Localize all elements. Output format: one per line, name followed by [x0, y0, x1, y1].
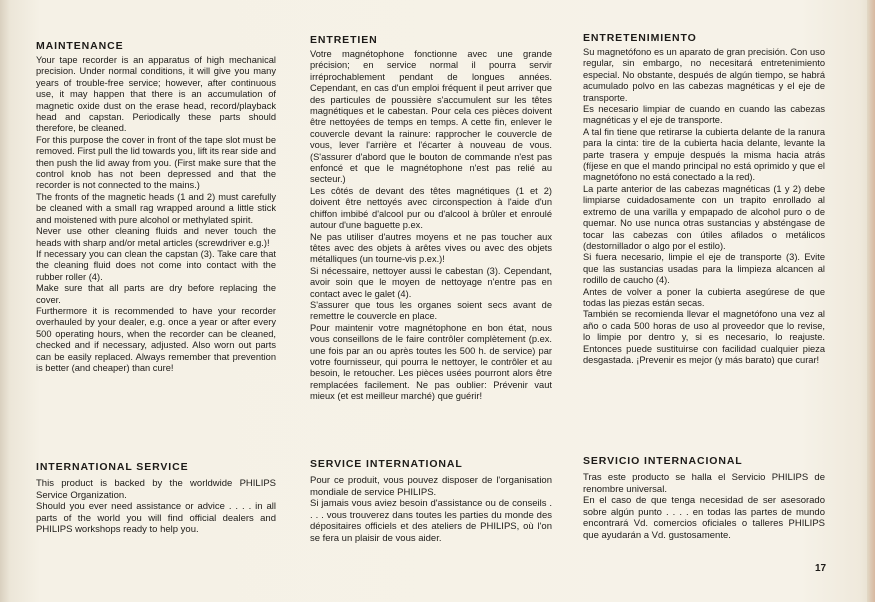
service-section-fr	[310, 458, 552, 545]
section-heading: SERVICIO INTERNACIONAL	[583, 455, 743, 467]
section-heading: SERVICE INTERNATIONAL	[310, 458, 463, 470]
section-heading: ENTRETIEN	[310, 34, 378, 46]
section-heading: ENTRETENIMIENTO	[583, 32, 697, 44]
section-body: Pour ce produit, vous pouvez disposer de l'organisation mondiale de service PHILIPS. Si jamais vous aviez besoin d'assistance ou de conseils . . . . vous trouverez dans toutes les parties du monde des dépositaires officiels et des ateliers de PHILIPS, où l'on se fera un plaisir de vous aider.	[310, 475, 552, 544]
section-body: Tras este producto se halla el Servicio PHILIPS de renombre universal. En el caso de que tenga necesidad de ser asesorado sobre algún punto . . . . en todas las partes de mundo encontrará Vd. comercios oficiales o talleres PHILIPS que ayudarán a Vd. gustosamente.	[583, 472, 825, 541]
section-body: Votre magnétophone fonctionne avec une grande précision; en service normal il pourra servir irréprochablement pendant de longues années. Cependant, en cas d'un emploi fréquent il peut arriver que des particules de poussière s'accumulent sur les têtes magnétiques et le cabestan. Pour cela ces pièces doivent être nettoyées de temps en temps. A cette fin, enlever le couvercle devant la rainure: rapprocher le couvercle de vous, lever l'arrière et l'écarter à nouveau de vous. (S'assurer d'abord que le bouton de commande n'est pas enfoncé et que le magnétophone n'est pas relié au secteur.) Les côtés de devant des têtes magnétiques (1 et 2) doivent être nettoyés avec circonspection à l'aide d'un chiffon imbibé d'alcool pur ou d'alcool à brûler et enroulé autour d'une baguette p.ex. Ne pas utiliser d'autres moyens et ne pas toucher aux têtes avec des objets à arêtes vives ou avec des objets métalliques (un tourne-vis p.ex.)! Si nécessaire, nettoyer aussi le cabestan (3). Cependant, avoir soin que le moyen de nettoyage n'entre pas en contact avec le galet (4). S'assurer que tous les organes soient secs avant de remettre le couvercle en place. Pour maintenir votre magnétophone en bon état, nous vous conseillons de le faire contrôler complètement (p.ex. une fois par an ou après toutes les 500 h. de service) par votre fournisseur, qui pourra le nettoyer, le contrôler et au besoin, le retoucher. Les pièces usées pourront alors être remplacées facilement. Ne pas oublier: Prévenir vaut mieux (et est meilleur marché) que guérir!	[310, 49, 552, 402]
maintenance-section-en	[36, 40, 276, 374]
section-body: Su magnetófono es un aparato de gran precisión. Con uso regular, sin embargo, no necesitará entretenimiento especial. No obstante, después de algún tiempo, se habrá acumulado polvo en las cabezas magnéticas y el eje de transporte. Es necesario limpiar de cuando en cuando las cabezas magnéticas y el eje de transporte. A tal fin tiene que retirarse la cubierta delante de la ranura para la cinta: tire de la cubierta hacia delante, levante la parte trasera y empuje después la misma hacia atrás (fíjese en que el mando principal no está oprimido y que el magnetófono no está conectado a la red). La parte anterior de las cabezas magnéticas (1 y 2) debe limpiarse cuidadosamente con un trapito enrollado al extremo de una varilla y empapado de alcohol puro o de quemar. No use nunca otras sustancias y absténgase de tocar las cabezas con útiles afilados o metálicos (destornillador o algo por el estilo). Si fuera necesario, limpie el eje de transporte (3). Evite que las sustancias usadas para la limpieza alcancen al rodillo de caucho (4). Antes de volver a poner la cubierta asegúrese de que todas las piezas están secas. También se recomienda llevar el magnetófono una vez al año o cada 500 horas de uso al proveedor que lo revise, lo limpie por dentro y, si es necesario, lo reajuste. Entonces puede sustituirse con facilidad cualquier pieza desgastada. ¡Prevenir es mejor (y más barato) que curar!	[583, 47, 825, 365]
maintenance-section-es	[583, 32, 825, 366]
section-body: This product is backed by the worldwide PHILIPS Service Organization. Should you ever need assistance or advice . . . . in all parts of the world you will find official dealers and PHILIPS workshops ready to help you.	[36, 478, 276, 536]
section-body: Your tape recorder is an apparatus of high mechanical precision. Under normal conditions, it will give you many years of trouble-free service; however, after continuous use, it may happen that there is an accumulation of magnetic oxide dust on the erase head, record/playback head and capstan. Periodically these parts should therefore, be cleaned. For this purpose the cover in front of the tape slot must be removed. First pull the lid towards you, lift its rear side and then push the lid away from you. (First make sure that the control knob has not been depressed and that the recorder is not connected to the mains.) The fronts of the magnetic heads (1 and 2) must carefully be cleaned with a small rag wrapped around a little stick and moistened with pure alcohol or methylated spirit. Never use other cleaning fluids and never touch the heads with sharp and/or metal articles (screwdriver e.g.)! If necessary you can clean the capstan (3). Take care that the cleaning fluid does not come into contact with the rubber roller (4). Make sure that all parts are dry before replacing the cover. Furthermore it is recommended to have your recorder overhauled by your dealer, e.g. once a year or after every 500 operating hours, when the recorder can be cleaned, checked and if necessary, adjusted. Also worn out parts can be easily replaced. Always remember that prevention is better (and cheaper) than cure!	[36, 55, 276, 373]
section-heading: MAINTENANCE	[36, 40, 124, 52]
page-edge	[867, 0, 875, 602]
maintenance-section-fr	[310, 34, 552, 403]
service-section-es	[583, 455, 825, 542]
section-heading: INTERNATIONAL SERVICE	[36, 461, 189, 473]
page-number: 17	[815, 563, 827, 574]
service-section-en	[36, 461, 276, 536]
